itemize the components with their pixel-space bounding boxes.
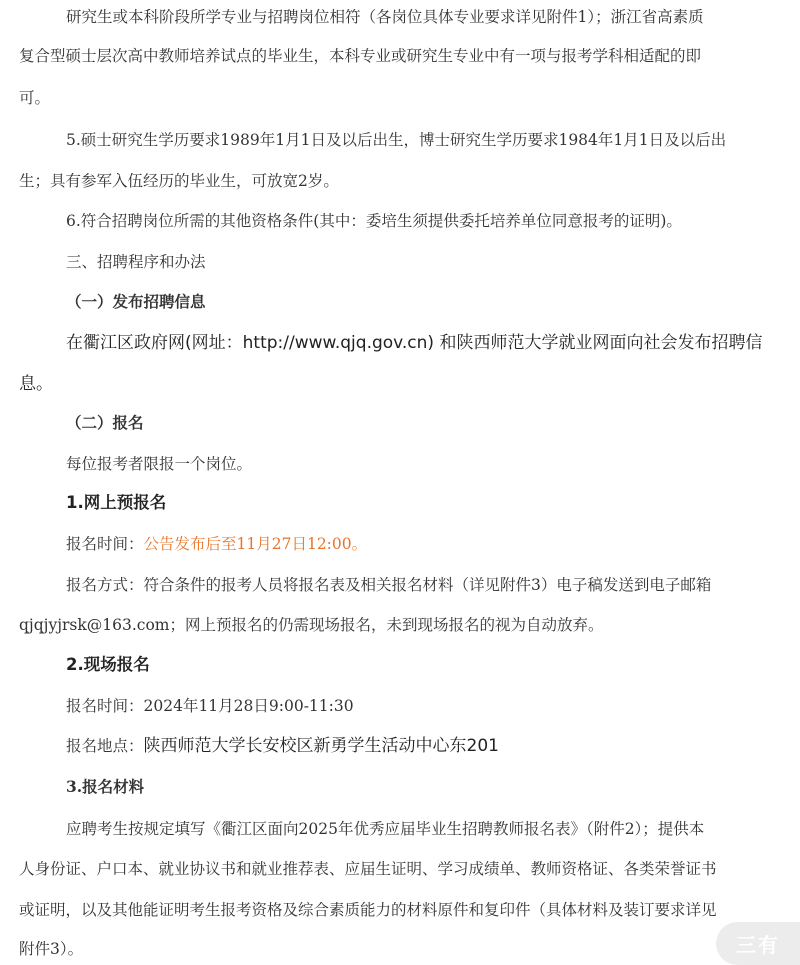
registration-time-onsite: 报名时间：2024年11月28日9:00-11:30 — [66, 697, 354, 715]
paragraph-line: 附件3）。 — [19, 940, 84, 958]
registration-location-label: 报名地点： — [66, 737, 144, 755]
watermark-logo: 三有 — [716, 922, 800, 965]
paragraph-line: 研究生或本科阶段所学专业与招聘岗位相符（各岗位具体专业要求详见附件1）；浙江省高素质 — [66, 8, 704, 26]
registration-time-value: 公告发布后至11月27日12:00。 — [143, 535, 368, 553]
paragraph-line: 生；具有参军入伍经历的毕业生，可放宽2岁。 — [19, 172, 339, 190]
paragraph-line: 报名方式：符合条件的报考人员将报名表及相关报名材料（详见附件3）电子稿发送到电子邮箱 — [66, 576, 712, 594]
paragraph-line: 在衢江区政府网(网址：http://www.qjq.gov.cn) 和陕西师范大学就业网面向社会发布招聘信 — [66, 333, 763, 353]
paragraph-line: 息。 — [19, 374, 53, 394]
subsection-heading: （二）报名 — [66, 413, 144, 432]
registration-location — [66, 735, 499, 757]
paragraph-line: 6.符合招聘岗位所需的其他资格条件(其中：委培生须提供委托培养单位同意报考的证明)。 — [66, 212, 682, 230]
paragraph-line: 人身份证、户口本、就业协议书和就业推荐表、应届生证明、学习成绩单、教师资格证、各类荣誉证书 — [19, 860, 717, 878]
paragraph-line: 应聘考生按规定填写《衢江区面向2025年优秀应届毕业生招聘教师报名表》（附件2）；提供本 — [66, 820, 705, 838]
section-heading: 三、招聘程序和办法 — [66, 253, 206, 271]
paragraph-line: 或证明，以及其他能证明考生报考资格及综合素质能力的材料原件和复印件（具体材料及装订要求详见 — [19, 901, 717, 919]
registration-time-online — [66, 533, 367, 555]
paragraph-line: 复合型硕士层次高中教师培养试点的毕业生，本科专业或研究生专业中有一项与报考学科相适配的即 — [19, 47, 702, 65]
onsite-registration-heading: 2.现场报名 — [66, 655, 150, 674]
materials-heading: 3.报名材料 — [66, 777, 145, 796]
paragraph-line: 可。 — [19, 89, 51, 107]
paragraph-line: qjqjyjrsk@163.com；网上预报名的仍需现场报名，未到现场报名的视为自动放弃。 — [19, 616, 604, 634]
registration-time-label: 报名时间： — [66, 535, 144, 553]
online-registration-heading: 1.网上预报名 — [66, 493, 167, 512]
paragraph-line: 5.硕士研究生学历要求1989年1月1日及以后出生，博士研究生学历要求1984年1月1日及以后出 — [66, 131, 727, 149]
subsection-heading: （一）发布招聘信息 — [66, 292, 206, 311]
registration-location-value: 陕西师范大学长安校区新勇学生活动中心东201 — [143, 736, 499, 756]
paragraph-line: 每位报考者限报一个岗位。 — [66, 455, 253, 473]
